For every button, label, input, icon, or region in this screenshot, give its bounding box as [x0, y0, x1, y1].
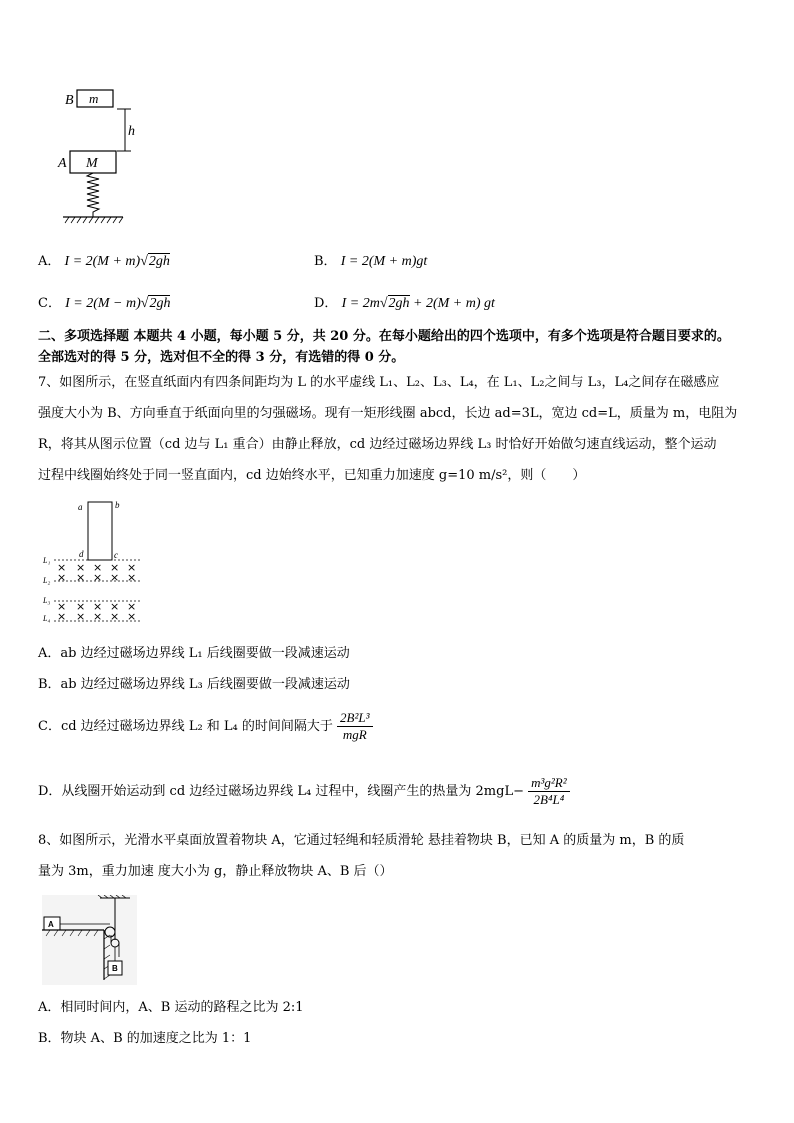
q8-option-b[interactable]: B．物块 A、B 的加速度之比为 1：1	[38, 1031, 252, 1046]
spring	[87, 173, 99, 217]
svg-text:×: ×	[76, 610, 86, 623]
q8-option-a[interactable]: A．相同时间内，A、B 运动的路程之比为 2:1	[38, 1000, 304, 1015]
svg-text:×: ×	[127, 571, 137, 584]
svg-text:×: ×	[93, 600, 103, 613]
section-header-line1: 二、多项选择题 本题共 4 小题，每小题 5 分，共 20 分。在每小题给出的四个选项中，有多个选项是符合题目要求的。	[38, 329, 730, 344]
line-label-l4: L₄	[43, 614, 51, 623]
q8-stem-line2: 量为 3m，重力加速 度大小为 g，静止释放物块 A、B 后（）	[38, 864, 393, 879]
fig1-label-h: h	[128, 124, 135, 139]
q7-stem-line3: R，将其从图示位置（cd 边与 L₁ 重合）由静止释放，cd 边经过磁场边界线 L₃ 时恰好开始做匀速直线运动，整个运动	[38, 437, 717, 452]
coil-label-c: c	[114, 550, 118, 560]
fig1-label-a: A	[58, 156, 67, 171]
figure-blocks-spring	[55, 85, 165, 230]
q7-option-a[interactable]: A．ab 边经过磁场边界线 L₁ 后线圈要做一段减速运动	[38, 646, 350, 661]
q6-option-b[interactable]	[314, 254, 427, 270]
svg-text:×: ×	[57, 600, 67, 613]
q7-option-d[interactable]	[38, 775, 570, 808]
svg-text:×: ×	[93, 571, 103, 584]
coil-abcd	[88, 502, 112, 560]
svg-text:×: ×	[110, 561, 120, 574]
svg-text:×: ×	[127, 561, 137, 574]
line-label-l2: L₂	[43, 576, 51, 585]
option-letter: B．	[314, 254, 337, 269]
option-letter: D．	[314, 296, 338, 311]
svg-text:×: ×	[76, 561, 86, 574]
field-markers	[57, 561, 136, 623]
svg-text:×: ×	[76, 600, 86, 613]
q6-option-c[interactable]	[38, 296, 170, 312]
coil-label-d: d	[79, 549, 84, 559]
svg-text:×: ×	[127, 610, 137, 623]
svg-text:×: ×	[57, 561, 67, 574]
svg-text:×: ×	[127, 600, 137, 613]
coil-label-a: a	[78, 502, 83, 512]
q6-option-d[interactable]	[314, 296, 495, 312]
svg-text:×: ×	[110, 571, 120, 584]
line-label-l1: L₁	[43, 556, 51, 565]
fig1-label-M: M	[86, 156, 98, 171]
svg-text:×: ×	[110, 610, 120, 623]
svg-text:×: ×	[110, 600, 120, 613]
q8-stem-line1: 8、如图所示，光滑水平桌面放置着物块 A，它通过轻绳和轻质滑轮 悬挂着物块 B，已知 A 的质量为 m，B 的质	[38, 833, 685, 848]
option-expr: I = 2m√2gh + 2(M + m) gt	[341, 296, 495, 311]
q7-option-b[interactable]: B．ab 边经过磁场边界线 L₃ 后线圈要做一段减速运动	[38, 677, 350, 692]
svg-text:×: ×	[93, 610, 103, 623]
line-label-l3: L₃	[43, 596, 51, 605]
q7-option-c[interactable]	[38, 710, 373, 743]
fig8-label-b: B	[112, 964, 118, 973]
option-expr: I = 2(M − m)√2gh	[65, 296, 171, 311]
q7-stem-line4: 过程中线圈始终处于同一竖直面内，cd 边始终水平，已知重力加速度 g=10 m/s²，则（ ）	[38, 468, 586, 483]
option-expr: I = 2(M + m)√2gh	[64, 254, 170, 269]
svg-text:×: ×	[57, 610, 67, 623]
fig8-label-a: A	[48, 920, 54, 929]
option-letter: C．	[38, 296, 61, 311]
q7-stem-line1: 7、如图所示，在竖直纸面内有四条间距均为 L 的水平虚线 L₁、L₂、L₃、L₄，在 L₁、L₂之间与 L₃，L₄之间存在磁感应	[38, 375, 720, 390]
option-text: D．从线圈开始运动到 cd 边经过磁场边界线 L₄ 过程中，线圈产生的热量为 2mgL−	[38, 784, 524, 799]
fraction: $\frac{\text{m³g²R²}}{\text{2B⁴L⁴}}$	[528, 775, 570, 808]
option-expr: I = 2(M + m)gt	[340, 254, 428, 269]
svg-text:×: ×	[57, 571, 67, 584]
fig1-label-m: m	[89, 91, 99, 106]
fraction: $\frac{\text{2B²L³}}{\text{mgR}}$	[337, 710, 372, 743]
q7-stem-line2: 强度大小为 B、方向垂直于纸面向里的匀强磁场。现有一矩形线圈 abcd，长边 ad=3L，宽边 cd=L，质量为 m，电阻为	[38, 406, 738, 421]
svg-text:×: ×	[93, 561, 103, 574]
fig1-label-b: B	[65, 93, 74, 108]
svg-text:×: ×	[76, 571, 86, 584]
option-letter: A．	[38, 254, 61, 269]
q6-option-a[interactable]	[38, 254, 170, 270]
figure-table-pulley	[42, 895, 137, 985]
option-text: C．cd 边经过磁场边界线 L₂ 和 L₄ 的时间间隔大于	[38, 719, 333, 734]
figure-coil-magnetic-field	[40, 497, 150, 627]
coil-label-b: b	[115, 500, 120, 510]
section-header-line2: 全部选对的得 5 分，选对但不全的得 3 分，有选错的得 0 分。	[38, 350, 405, 365]
